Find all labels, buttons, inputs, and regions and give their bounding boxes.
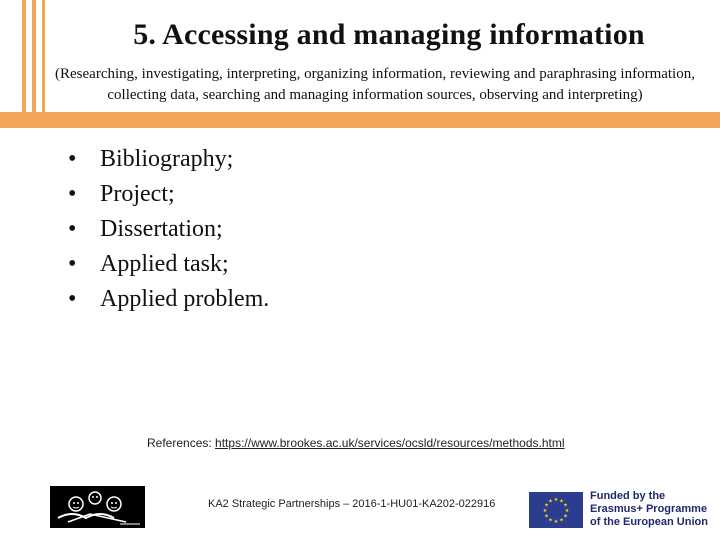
eu-star-icon: ★ <box>553 498 559 503</box>
eu-star-icon: ★ <box>548 499 553 505</box>
bullet-text: Project; <box>100 181 175 207</box>
eu-stars-icon <box>529 492 583 528</box>
project-code: KA2 Strategic Partnerships – 2016-1-HU01-KA202-022916 <box>208 498 496 510</box>
bullet-list <box>68 142 269 317</box>
eu-star-icon: ★ <box>563 514 568 520</box>
bullet-text: Bibliography; <box>100 146 234 172</box>
eu-star-icon: ★ <box>544 514 549 520</box>
bullet-item <box>68 282 269 317</box>
bullet-text: Dissertation; <box>100 216 223 242</box>
slide-subtitle: (Researching, investigating, interpreting, organizing information, reviewing and paraphrasing information, collecting data, searching and managing information sources, observing and interpreting) <box>55 66 695 103</box>
eu-star-icon: ★ <box>559 518 564 524</box>
bullet-item <box>68 142 269 177</box>
references-link[interactable]: https://www.brookes.ac.uk/services/ocsld/resources/methods.html <box>215 436 565 450</box>
accent-horizontal-bar <box>0 112 720 128</box>
bullet-item <box>68 177 269 212</box>
bullet-marker: • <box>68 286 77 312</box>
project-logo-icon <box>50 486 145 528</box>
eu-star-icon: ★ <box>544 503 549 509</box>
slide-title: 5. Accessing and managing information <box>133 18 645 51</box>
bullet-item <box>68 247 269 282</box>
bullet-marker: • <box>68 216 77 242</box>
bullet-marker: • <box>68 251 77 277</box>
eu-funding-line: Funded by the <box>590 490 666 502</box>
bullet-text: Applied problem. <box>100 286 270 312</box>
eu-star-icon: ★ <box>563 503 568 509</box>
references-label: References: <box>147 436 212 450</box>
project-logo <box>50 486 145 528</box>
eu-star-icon: ★ <box>553 520 559 525</box>
bullet-marker: • <box>68 146 77 172</box>
eu-star-icon: ★ <box>548 518 553 524</box>
eu-funding-text <box>590 490 708 529</box>
bullet-item <box>68 212 269 247</box>
eu-funding-line: Erasmus+ Programme <box>590 503 708 515</box>
eu-flag <box>529 492 583 528</box>
references-line <box>147 436 565 450</box>
eu-star-icon: ★ <box>564 509 570 514</box>
bullet-text: Applied task; <box>100 251 229 277</box>
eu-star-icon: ★ <box>559 499 564 505</box>
eu-funding-line: of the European Union <box>590 516 708 528</box>
bullet-marker: • <box>68 181 77 207</box>
eu-star-icon: ★ <box>542 509 548 514</box>
